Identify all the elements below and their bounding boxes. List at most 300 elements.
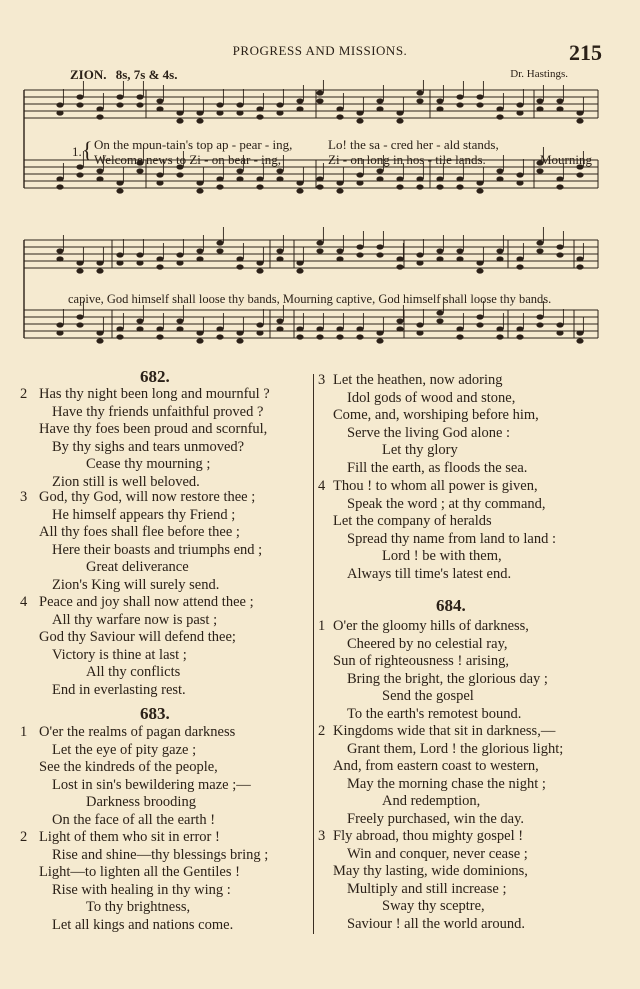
note-head	[216, 240, 223, 245]
note-head	[556, 106, 563, 111]
note-head	[376, 176, 383, 181]
verse-line: To the earth's remotest bound.	[347, 705, 522, 722]
verse-line: Rise with healing in thy wing :	[52, 881, 231, 898]
verse-line: May the morning chase the night ;	[347, 775, 546, 792]
note-head	[296, 326, 303, 331]
note-head	[136, 168, 143, 173]
verse-line: Have thy foes been proud and scornful,	[39, 421, 268, 437]
note-head	[336, 248, 343, 253]
note-head	[236, 330, 243, 335]
note-head	[76, 260, 83, 265]
note-head	[296, 106, 303, 111]
verse-line: God, thy God, will now restore thee ;	[39, 489, 256, 505]
note-head	[56, 256, 63, 261]
note-head	[156, 264, 163, 269]
verse-number: 3	[318, 372, 326, 388]
note-head	[456, 176, 463, 181]
verse-line: See the kindreds of the people,	[39, 759, 218, 775]
note-head	[256, 176, 263, 181]
note-head	[456, 334, 463, 339]
note-head	[256, 260, 263, 265]
note-head	[376, 98, 383, 103]
note-head	[516, 180, 523, 185]
verse-line: On the face of all the earth !	[52, 811, 216, 828]
note-head	[456, 326, 463, 331]
verse-line: Here their boasts and triumphs end ;	[52, 541, 263, 558]
note-head	[496, 248, 503, 253]
note-head	[256, 184, 263, 189]
note-head	[516, 334, 523, 339]
note-head	[96, 114, 103, 119]
note-head	[116, 102, 123, 107]
note-head	[156, 334, 163, 339]
note-head	[416, 90, 423, 95]
verse-line: Have thy friends unfaithful proved ?	[52, 403, 264, 420]
verse-number: 2	[20, 386, 28, 402]
verse-line: Fill the earth, as floods the sea.	[347, 459, 528, 476]
verse-line: And, from eastern coast to western,	[333, 758, 539, 774]
lyric-line3: capive, God himself shall loose thy bands, Mourning captive, God himself shall loose thy bands.	[68, 292, 552, 306]
note-head	[416, 176, 423, 181]
note-head	[456, 184, 463, 189]
note-head	[516, 326, 523, 331]
note-head	[96, 168, 103, 173]
lyric-line2b: Zi - on long in hos - tile lands.	[328, 152, 486, 167]
note-head	[316, 248, 323, 253]
verse-line: Saviour ! all the world around.	[347, 915, 525, 932]
music-score	[20, 80, 610, 360]
note-head	[216, 102, 223, 107]
note-head	[276, 318, 283, 323]
note-head	[276, 248, 283, 253]
note-head	[236, 168, 243, 173]
note-head	[196, 118, 203, 123]
note-head	[336, 334, 343, 339]
note-head	[176, 326, 183, 331]
verse-line: To thy brightness,	[86, 899, 191, 915]
note-head	[416, 330, 423, 335]
note-head	[336, 106, 343, 111]
note-head	[576, 172, 583, 177]
tune-name: ZION.	[70, 67, 107, 82]
note-head	[516, 172, 523, 177]
note-head	[536, 98, 543, 103]
note-head	[156, 256, 163, 261]
note-head	[356, 180, 363, 185]
note-head	[296, 180, 303, 185]
verse-line: Cease thy mourning ;	[86, 456, 211, 472]
verse-line: Kingdoms wide that sit in darkness,—	[333, 723, 556, 739]
note-head	[536, 168, 543, 173]
verse-number: 1	[20, 724, 28, 740]
note-head	[216, 184, 223, 189]
verse-line: Multiply and still increase ;	[347, 880, 507, 897]
note-head	[436, 98, 443, 103]
note-head	[256, 330, 263, 335]
note-head	[96, 338, 103, 343]
note-head	[316, 184, 323, 189]
verse-line: O'er the gloomy hills of darkness,	[333, 618, 529, 634]
note-head	[396, 264, 403, 269]
note-head	[316, 334, 323, 339]
stanza-number: 1.	[72, 144, 82, 159]
note-head	[396, 118, 403, 123]
note-head	[356, 252, 363, 257]
note-head	[56, 330, 63, 335]
note-head	[136, 102, 143, 107]
note-head	[576, 338, 583, 343]
note-head	[256, 106, 263, 111]
note-head	[56, 248, 63, 253]
note-head	[436, 248, 443, 253]
note-head	[496, 176, 503, 181]
note-head	[176, 318, 183, 323]
note-head	[276, 110, 283, 115]
note-head	[156, 326, 163, 331]
note-head	[136, 94, 143, 99]
note-head	[496, 106, 503, 111]
verse-number: 3	[20, 489, 28, 505]
verse-line: Send the gospel	[382, 688, 474, 704]
note-head	[216, 326, 223, 331]
tune-meter: 8s, 7s & 4s.	[115, 67, 178, 82]
note-head	[556, 322, 563, 327]
note-head	[316, 176, 323, 181]
hymn-number-683: 683.	[140, 704, 170, 723]
note-head	[376, 106, 383, 111]
note-head	[96, 106, 103, 111]
note-head	[476, 322, 483, 327]
note-head	[436, 184, 443, 189]
note-head	[476, 260, 483, 265]
verse-line: Light—to lighten all the Gentiles !	[39, 864, 240, 880]
note-head	[256, 114, 263, 119]
note-head	[176, 252, 183, 257]
note-head	[196, 110, 203, 115]
verse-number: 2	[318, 723, 326, 739]
lyric-line2a: Welcome news to Zi - on bear - ing,	[94, 152, 282, 167]
note-head	[456, 94, 463, 99]
note-head	[76, 164, 83, 169]
note-head	[396, 318, 403, 323]
note-head	[576, 118, 583, 123]
note-head	[236, 338, 243, 343]
note-head	[96, 260, 103, 265]
hymn-683-verse-3	[318, 372, 618, 477]
note-head	[116, 252, 123, 257]
note-head	[256, 322, 263, 327]
verse-line: Sway thy sceptre,	[382, 898, 485, 914]
note-head	[276, 102, 283, 107]
note-head	[216, 176, 223, 181]
verse-line: Victory is thine at last ;	[52, 646, 187, 663]
note-head	[216, 334, 223, 339]
note-head	[556, 184, 563, 189]
note-head	[56, 110, 63, 115]
verse-line: Let the eye of pity gaze ;	[52, 741, 197, 758]
note-head	[476, 188, 483, 193]
verse-line: Speak the word ; at thy command,	[347, 495, 546, 512]
lyric-line1a: On the moun-tain's top ap - pear - ing,	[94, 137, 293, 152]
note-head	[196, 188, 203, 193]
note-head	[496, 256, 503, 261]
verse-line: Idol gods of wood and stone,	[347, 389, 516, 406]
note-head	[456, 102, 463, 107]
note-head	[56, 322, 63, 327]
verse-line: All thy foes shall flee before thee ;	[39, 524, 240, 540]
note-head	[196, 256, 203, 261]
note-head	[536, 248, 543, 253]
note-head	[76, 322, 83, 327]
note-head	[176, 260, 183, 265]
verse-line: Serve the living God alone :	[347, 424, 511, 441]
note-head	[116, 94, 123, 99]
verse-line: Lost in sin's bewildering maze ;—	[52, 776, 251, 793]
note-head	[536, 314, 543, 319]
note-head	[176, 110, 183, 115]
note-head	[356, 110, 363, 115]
note-head	[516, 256, 523, 261]
verse-line: All thy warfare now is past ;	[52, 611, 218, 628]
note-head	[296, 334, 303, 339]
verse-line: Win and conquer, never cease ;	[347, 845, 528, 862]
note-head	[56, 176, 63, 181]
note-head	[276, 326, 283, 331]
note-head	[96, 176, 103, 181]
verse-line: Has thy night been long and mournful ?	[39, 386, 270, 402]
note-head	[276, 176, 283, 181]
note-head	[536, 322, 543, 327]
verse-line: Let the company of heralds	[333, 513, 492, 529]
note-head	[416, 260, 423, 265]
verse-number: 2	[20, 829, 28, 845]
note-head	[196, 248, 203, 253]
verse-line: Cheered by no celestial ray,	[347, 635, 508, 652]
note-head	[116, 334, 123, 339]
note-head	[156, 98, 163, 103]
note-head	[476, 102, 483, 107]
note-head	[396, 256, 403, 261]
note-head	[76, 94, 83, 99]
verse-line: Rise and shine—thy blessings bring ;	[52, 846, 269, 863]
hymn-683-verse-1	[20, 724, 310, 829]
note-head	[536, 240, 543, 245]
verse-line: Let thy glory	[382, 442, 458, 458]
verse-line: Zion still is well beloved.	[52, 473, 200, 490]
verse-line: Come, and, worshiping before him,	[333, 407, 539, 423]
note-head	[556, 176, 563, 181]
note-head	[336, 326, 343, 331]
note-head	[116, 188, 123, 193]
note-head	[336, 188, 343, 193]
note-head	[556, 252, 563, 257]
note-head	[456, 248, 463, 253]
note-head	[236, 176, 243, 181]
note-head	[196, 180, 203, 185]
note-head	[316, 90, 323, 95]
note-head	[136, 252, 143, 257]
note-head	[96, 268, 103, 273]
verse-line: And redemption,	[382, 793, 481, 809]
verse-line: Fly abroad, thou mighty gospel !	[333, 828, 524, 844]
note-head	[336, 114, 343, 119]
note-head	[496, 168, 503, 173]
note-head	[336, 256, 343, 261]
note-head	[436, 256, 443, 261]
composer: Dr. Hastings.	[510, 68, 568, 80]
note-head	[76, 172, 83, 177]
verse-line: Bring the bright, the glorious day ;	[347, 670, 548, 687]
note-head	[496, 326, 503, 331]
note-head	[436, 106, 443, 111]
note-head	[296, 188, 303, 193]
verse-line: Light of them who sit in error !	[39, 829, 220, 845]
note-head	[336, 180, 343, 185]
note-head	[516, 264, 523, 269]
note-head	[416, 184, 423, 189]
lyric-line1b: Lo! the sa - cred her - ald stands,	[328, 137, 499, 152]
note-head	[396, 326, 403, 331]
brace: {	[82, 137, 93, 162]
note-head	[56, 102, 63, 107]
note-head	[356, 334, 363, 339]
note-head	[576, 264, 583, 269]
note-head	[556, 330, 563, 335]
note-head	[236, 256, 243, 261]
note-head	[76, 102, 83, 107]
note-head	[356, 118, 363, 123]
hymn-684-verse-2	[318, 723, 618, 828]
note-head	[196, 338, 203, 343]
note-head	[136, 326, 143, 331]
note-head	[176, 118, 183, 123]
note-head	[236, 264, 243, 269]
verse-line: Let the heathen, now adoring	[333, 372, 503, 388]
verse-line: God thy Saviour will defend thee;	[39, 629, 236, 645]
note-head	[476, 94, 483, 99]
verse-line: Thou ! to whom all power is given,	[333, 478, 538, 494]
verse-line: Great deliverance	[86, 559, 189, 575]
note-head	[496, 334, 503, 339]
note-head	[256, 268, 263, 273]
note-head	[496, 114, 503, 119]
note-head	[136, 318, 143, 323]
note-head	[556, 244, 563, 249]
note-head	[576, 256, 583, 261]
column-divider	[313, 374, 314, 934]
note-head	[436, 310, 443, 315]
hymn-682-verse-2	[20, 386, 310, 491]
verse-line: Spread thy name from land to land :	[347, 530, 556, 547]
note-head	[376, 168, 383, 173]
hymn-682-verse-3	[20, 489, 310, 594]
hymn-number-684: 684.	[436, 596, 466, 615]
note-head	[236, 110, 243, 115]
verse-line: Zion's King will surely send.	[52, 576, 220, 593]
note-head	[356, 172, 363, 177]
note-head	[416, 322, 423, 327]
note-head	[536, 106, 543, 111]
verse-number: 1	[318, 618, 326, 634]
note-head	[316, 326, 323, 331]
note-head	[176, 172, 183, 177]
note-head	[556, 98, 563, 103]
note-head	[316, 98, 323, 103]
note-head	[136, 260, 143, 265]
note-head	[156, 106, 163, 111]
note-head	[376, 338, 383, 343]
verse-line: Darkness brooding	[86, 794, 196, 810]
verse-line: He himself appears thy Friend ;	[52, 506, 236, 523]
note-head	[436, 176, 443, 181]
page-number: 215	[569, 40, 602, 65]
hymn-684-verse-1	[318, 618, 618, 723]
note-head	[376, 330, 383, 335]
verse-line: O'er the realms of pagan darkness	[39, 724, 236, 740]
lyric-line2c: Mourning	[540, 152, 592, 167]
note-head	[576, 110, 583, 115]
note-head	[56, 184, 63, 189]
note-head	[376, 252, 383, 257]
running-title: PROGRESS AND MISSIONS.	[232, 43, 408, 58]
note-head	[476, 314, 483, 319]
note-head	[516, 102, 523, 107]
note-head	[316, 240, 323, 245]
note-head	[116, 180, 123, 185]
verse-line: Grant them, Lord ! the glorious light;	[347, 740, 564, 757]
note-head	[276, 168, 283, 173]
note-head	[116, 326, 123, 331]
note-head	[476, 180, 483, 185]
note-head	[476, 268, 483, 273]
note-head	[376, 244, 383, 249]
verse-line: End in everlasting rest.	[52, 681, 186, 698]
note-head	[76, 268, 83, 273]
note-head	[456, 256, 463, 261]
verse-line: Sun of righteousness ! arising,	[333, 653, 509, 669]
note-head	[236, 102, 243, 107]
hymn-682-verse-4	[20, 594, 310, 699]
verse-line: Let all kings and nations come.	[52, 916, 234, 933]
note-head	[396, 184, 403, 189]
verse-line: Peace and joy shall now attend thee ;	[39, 594, 254, 610]
hymn-number-682: 682.	[140, 367, 170, 386]
verse-number: 4	[20, 594, 28, 610]
note-head	[356, 244, 363, 249]
note-head	[116, 260, 123, 265]
verse-line: Always till time's latest end.	[347, 565, 512, 582]
note-head	[216, 110, 223, 115]
note-head	[156, 180, 163, 185]
verse-number: 3	[318, 828, 326, 844]
note-head	[396, 110, 403, 115]
note-head	[276, 256, 283, 261]
note-head	[96, 330, 103, 335]
note-head	[516, 110, 523, 115]
note-head	[296, 268, 303, 273]
hymn-684-verse-3	[318, 828, 618, 933]
verse-line: By thy sighs and tears unmoved?	[52, 438, 245, 455]
note-head	[196, 330, 203, 335]
hymn-683-verse-2	[20, 829, 310, 934]
note-head	[416, 98, 423, 103]
verse-line: Lord ! be with them,	[382, 548, 502, 564]
note-head	[396, 176, 403, 181]
note-head	[76, 314, 83, 319]
note-head	[296, 98, 303, 103]
note-head	[156, 172, 163, 177]
note-head	[216, 248, 223, 253]
